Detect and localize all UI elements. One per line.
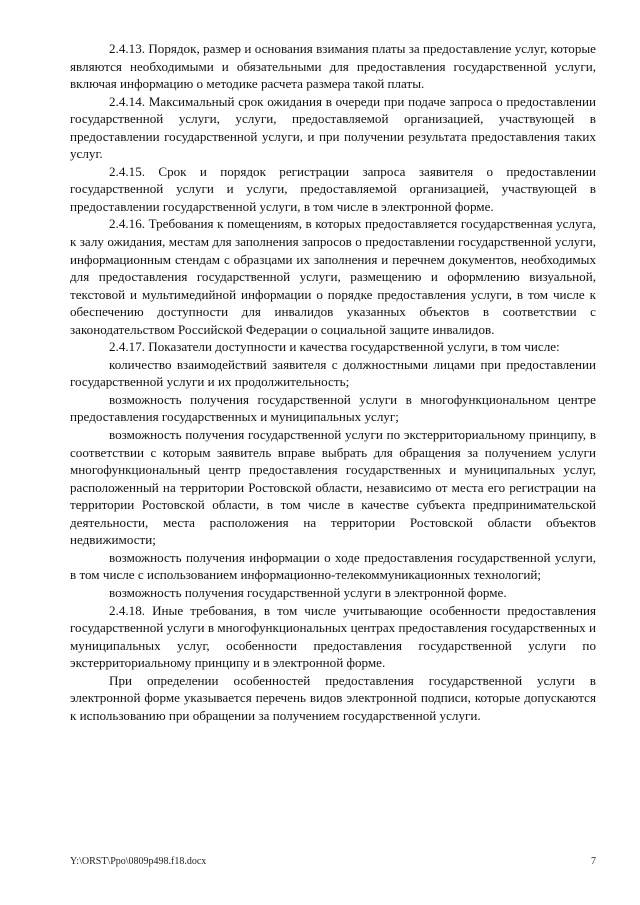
paragraph-2-4-17: 2.4.17. Показатели доступности и качества государственной услуги, в том числе: <box>109 339 560 355</box>
paragraph-2-4-14: 2.4.14. Максимальный срок ожидания в очереди при подаче запроса о предоставлении государственной услуги, услуги, предоставляемой организацией, участвующей в предоставлении государственной услуги, и при получении результата предоставления таких услуг. <box>70 93 596 162</box>
paragraph-2-4-16: 2.4.16. Требования к помещениям, в которых предоставляется государственная услуга, к залу ожидания, местам для заполнения запросов о предоставлении государственной услуги, информационным стендам с образцами их заполнения и перечнем документов, необходимых для предоставления государственной услуги, размещению и оформлению визуальной, текстовой и мультимедийной информации о порядке предоставления услуги, в том числе к обеспечению доступности для инвалидов указанных объектов в соответствии с законодательством Российской Федерации о социальной защите инвалидов. <box>70 216 596 337</box>
list-item-electronic: возможность получения государственной услуги в электронной форме. <box>109 584 507 600</box>
paragraph-2-4-13: 2.4.13. Порядок, размер и основания взимания платы за предоставление услуг, которые являются необходимыми и обязательными для предоставления государственной услуги, включая информацию о методике расчета размера такой платы. <box>70 41 596 92</box>
paragraph-2-4-15: 2.4.15. Срок и порядок регистрации запроса заявителя о предоставлении государственной услуги и услуги, предоставляемой организацией, участвующей в предоставлении государственной услуги, в том числе в электронной форме. <box>70 163 596 214</box>
list-item-interactions: количество взаимодействий заявителя с должностными лицами при предоставлении государственной услуги и их продолжительность; <box>70 356 596 390</box>
list-item-mfc: возможность получения государственной услуги в многофункциональном центре предоставления государственных и муниципальных услуг; <box>70 391 596 425</box>
list-item-extraterritorial: возможность получения государственной услуги по экстерриториальному принципу, в соответствии с которым заявитель вправе выбрать для обращения за получением услуги многофункциональный центр предоставления государственных и муниципальных услуг, расположенный на территории Ростовской области, независимо от места его регистрации на территории Ростовской области, в том числе в качестве субъекта предпринимательской деятельности, места расположения на территории Ростовской области объектов недвижимости; <box>70 427 596 548</box>
paragraph-2-4-18: 2.4.18. Иные требования, в том числе учитывающие особенности предоставления государственной услуги в многофункциональных центрах предоставления государственных и муниципальных услуг, особенности предоставления государственной услуги по экстерриториальному принципу и в электронной форме. <box>70 602 596 671</box>
page-number: 7 <box>591 856 596 867</box>
document-body <box>70 40 596 724</box>
list-item-information: возможность получения информации о ходе предоставления государственной услуги, в том числе с использованием информационно-телекоммуникационных технологий; <box>70 549 596 583</box>
paragraph-electronic-signature: При определении особенностей предоставления государственной услуги в электронной форме указывается перечень видов электронной подписи, которые допускаются к использованию при обращении за получением государственной услуги. <box>70 672 596 723</box>
footer-file-path: Y:\ORST\Ppo\0809p498.f18.docx <box>70 856 207 867</box>
